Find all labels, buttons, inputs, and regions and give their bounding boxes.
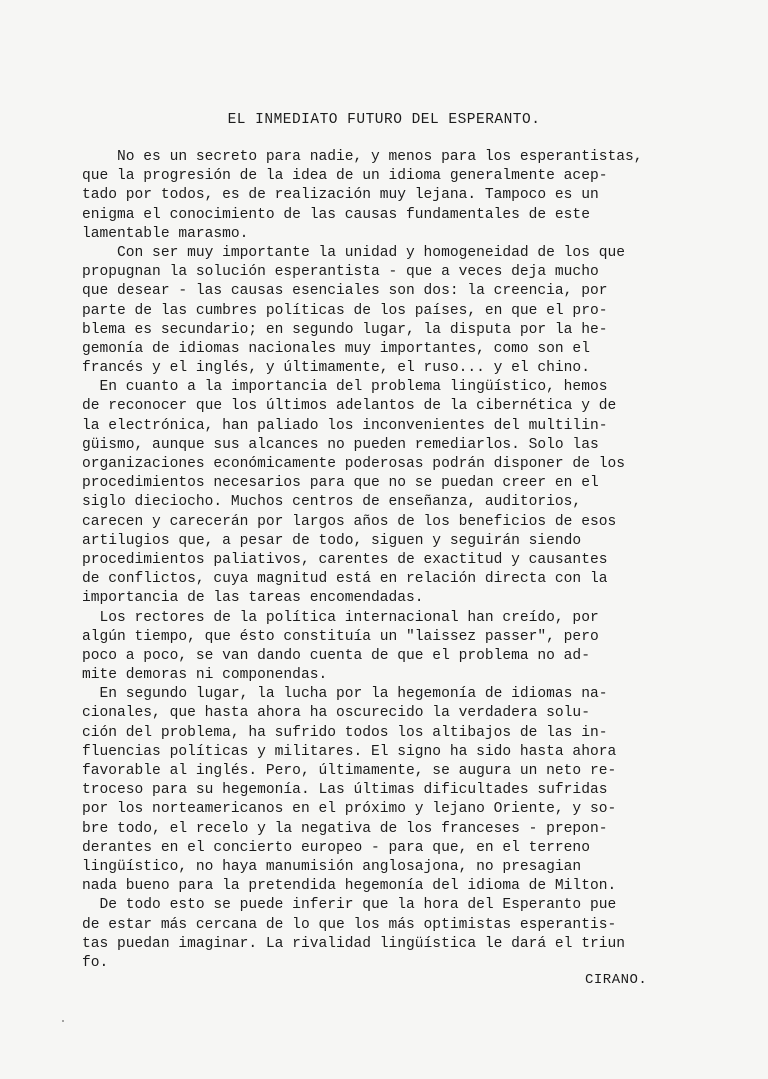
text-line: carecen y carecerán por largos años de los beneficios de esos xyxy=(82,513,617,530)
text-line: tado por todos, es de realización muy lejana. Tampoco es un xyxy=(82,187,599,204)
text-line: de reconocer que los últimos adelantos de la cibernética y de xyxy=(82,398,617,415)
text-line: derantes en el concierto europeo - para que, en el terreno xyxy=(82,839,590,856)
signature: CIRANO. xyxy=(585,972,648,988)
paper-speck xyxy=(62,1020,64,1022)
text-line: artilugios que, a pesar de todo, siguen y seguirán siendo xyxy=(82,532,582,549)
text-line: tas puedan imaginar. La rivalidad lingüística le dará el triun xyxy=(82,935,625,952)
text-line: francés y el inglés, y últimamente, el ruso... y el chino. xyxy=(82,360,590,377)
text-line: De todo esto se puede inferir que la hora del Esperanto pue xyxy=(82,897,617,914)
text-line: procedimientos paliativos, carentes de exactitud y causantes xyxy=(82,551,608,568)
text-line: nada bueno para la pretendida hegemonía del idioma de Milton. xyxy=(82,878,617,895)
text-line: gemonía de idiomas nacionales muy importantes, como son el xyxy=(82,340,590,357)
text-line: parte de las cumbres políticas de los países, en que el pro- xyxy=(82,302,608,319)
text-line: güismo, aunque sus alcances no pueden remediarlos. Solo las xyxy=(82,436,599,453)
text-line: troceso para su hegemonía. Las últimas dificultades sufridas xyxy=(82,782,608,799)
text-line: No es un secreto para nadie, y menos para los esperantistas, xyxy=(82,149,643,165)
text-line: fo. xyxy=(82,954,109,971)
text-line: mite demoras ni componendas. xyxy=(82,667,328,684)
text-line: Con ser muy importante la unidad y homogeneidad de los que xyxy=(82,244,625,261)
text-line: por los norteamericanos en el próximo y lejano Oriente, y so- xyxy=(82,801,617,818)
text-line: En segundo lugar, la lucha por la hegemonía de idiomas na- xyxy=(82,686,608,703)
text-line: blema es secundario; en segundo lugar, la disputa por la he- xyxy=(82,321,608,338)
text-line: procedimientos necesarios para que no se puedan creer en el xyxy=(82,475,599,492)
text-line: poco a poco, se van dando cuenta de que el problema no ad- xyxy=(82,647,590,664)
text-line: bre todo, el recelo y la negativa de los franceses - prepon- xyxy=(82,820,608,837)
text-line: lamentable marasmo. xyxy=(82,225,249,242)
text-line: ción del problema, ha sufrido todos los altibajos de las in- xyxy=(82,724,608,741)
text-line: que desear - las causas esenciales son dos: la creencia, por xyxy=(82,283,608,300)
text-line: favorable al inglés. Pero, últimamente, se augura un neto re- xyxy=(82,763,617,779)
text-line: enigma el conocimiento de las causas fundamentales de este xyxy=(82,206,590,223)
text-line: de conflictos, cuya magnitud está en relación directa con la xyxy=(82,571,608,588)
text-line: Los rectores de la política internacional han creído, por xyxy=(82,609,599,626)
text-line: que la progresión de la idea de un idioma generalmente acep- xyxy=(82,168,608,185)
text-line: cionales, que hasta ahora ha oscurecido la verdadera solu- xyxy=(82,705,590,722)
text-line: propugnan la solución esperantista - que a veces deja mucho xyxy=(82,264,599,281)
text-line: lingüístico, no haya manumisión anglosajona, no presagian xyxy=(82,858,582,875)
document-body xyxy=(82,148,732,973)
document-title: EL INMEDIATO FUTURO DEL ESPERANTO. xyxy=(227,112,541,128)
text-line: importancia de las tareas encomendadas. xyxy=(82,590,424,607)
text-line: siglo dieciocho. Muchos centros de enseñanza, auditorios, xyxy=(82,494,582,511)
text-line: fluencias políticas y militares. El signo ha sido hasta ahora xyxy=(82,743,617,760)
text-line: organizaciones económicamente poderosas podrán disponer de los xyxy=(82,456,625,472)
text-line: de estar más cercana de lo que los más optimistas esperantis- xyxy=(82,916,617,933)
text-line: En cuanto a la importancia del problema lingüístico, hemos xyxy=(82,379,608,396)
text-line: algún tiempo, que ésto constituía un "laissez passer", pero xyxy=(82,628,599,645)
text-line: la electrónica, han paliado los inconvenientes del multilin- xyxy=(82,417,608,434)
